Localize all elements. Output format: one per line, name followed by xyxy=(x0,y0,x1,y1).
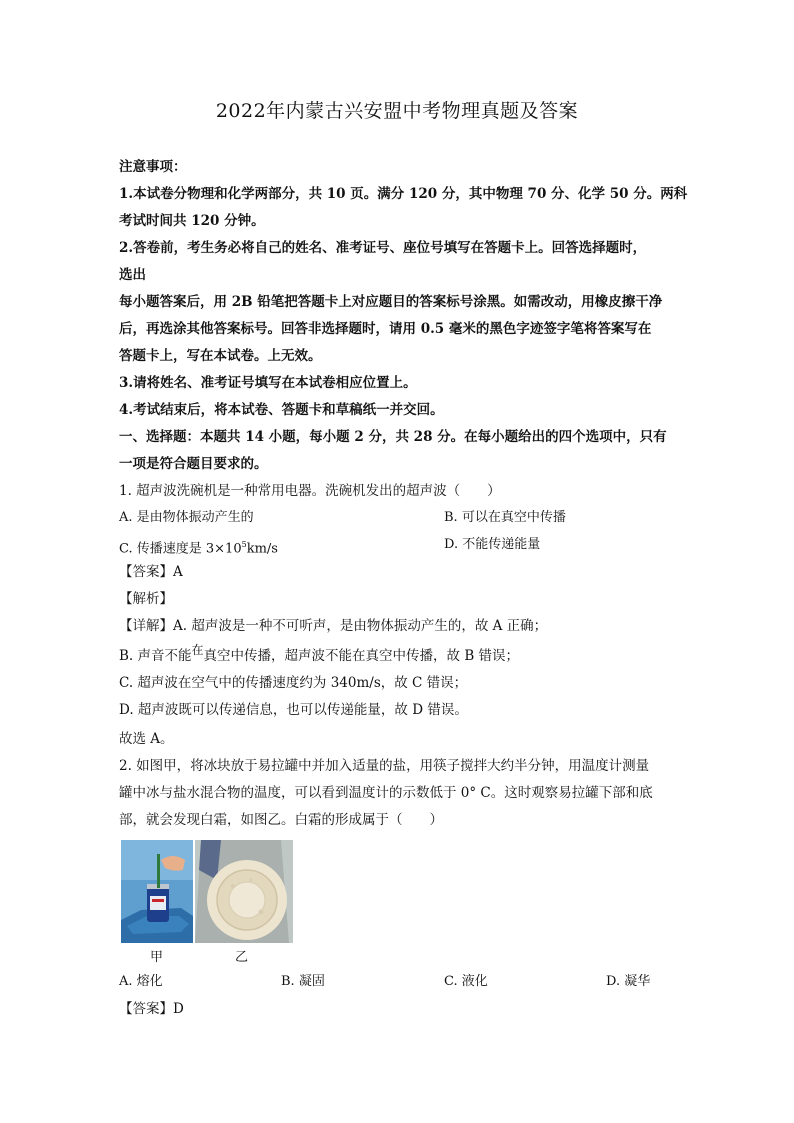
q2-answer: 【答案】D xyxy=(119,1001,184,1017)
q2-option-c: C. 液化 xyxy=(444,974,488,989)
q1-answer: 【答案】A xyxy=(119,564,183,580)
q1-option-c-exponent: 5 xyxy=(241,540,247,549)
q2-option-d: D. 凝华 xyxy=(606,974,651,989)
q1-detail-c: C. 超声波在空气中的传播速度约为 340m/s，故 C 错误； xyxy=(119,675,468,691)
notice-heading: 注意事项： xyxy=(119,159,187,175)
notice-line-3: 2.答卷前，考生务必将自己的姓名、准考证号、座位号填写在答题卡上。回答选择题时， xyxy=(119,240,647,256)
q1-analysis-label: 【解析】 xyxy=(119,591,173,607)
notice-line-9: 4.考试结束后，将本试卷、答题卡和草稿纸一并交回。 xyxy=(119,402,444,418)
q1-option-d: D. 不能传递能量 xyxy=(444,537,541,552)
q1-detail-b-pre: B. 声音不能 xyxy=(119,648,192,664)
q1-option-a: A. 是由物体振动产生的 xyxy=(119,510,254,525)
notice-line-6: 后，再选涂其他答案标号。回答非选择题时，请用 0.5 毫米的黑色字迹签字笔将答案写在 xyxy=(119,321,652,337)
q2-figure xyxy=(121,840,293,943)
q1-option-c-unit: km/s xyxy=(246,541,278,557)
q1-detail-b xyxy=(119,643,520,666)
photo-jia xyxy=(121,840,193,943)
q1-detail-d: D. 超声波既可以传递信息，也可以传递能量，故 D 错误。 xyxy=(119,702,468,718)
q1-choose: 故选 A。 xyxy=(119,731,174,747)
q2-figure-caption-yi: 乙 xyxy=(235,950,249,965)
notice-line-4: 选出 xyxy=(119,267,146,283)
notice-line-7: 答题卡上，写在本试卷。上无效。 xyxy=(119,348,322,364)
notice-line-5: 每小题答案后，用 2B 铅笔把答题卡上对应题目的答案标号涂黑。如需改动，用橡皮擦干净 xyxy=(119,294,663,310)
q1-stem: 1. 超声波洗碗机是一种常用电器。洗碗机发出的超声波（ ） xyxy=(119,483,501,499)
q1-detail-b-post: 真空中传播，超声波不能在真空中传播，故 B 错误； xyxy=(203,648,520,664)
notice-line-1: 1.本试卷分物理和化学两部分，共 10 页。满分 120 分，其中物理 70 分、化学 50 分。两科 xyxy=(119,186,688,202)
section-heading-cont: 一项是符合题目要求的。 xyxy=(119,456,268,472)
q1-detail-b-raised: 在 xyxy=(191,643,204,657)
photo-yi xyxy=(195,840,293,943)
q2-option-a: A. 熔化 xyxy=(119,974,163,989)
q1-detail-a: 【详解】A. 超声波是一种不可听声，是由物体振动产生的，故 A 正确； xyxy=(119,618,548,634)
q2-stem-2: 罐中冰与盐水混合物的温度，可以看到温度计的示数低于 0° C。这时观察易拉罐下部和底 xyxy=(119,785,653,801)
notice-line-2: 考试时间共 120 分钟。 xyxy=(119,213,265,229)
section-heading: 一、选择题：本题共 14 小题，每小题 2 分，共 28 分。在每小题给出的四个选项中，只有 xyxy=(119,429,667,445)
q2-stem-1: 2. 如图甲，将冰块放于易拉罐中并加入适量的盐，用筷子搅拌大约半分钟，用温度计测量 xyxy=(119,758,650,774)
notice-line-8: 3.请将姓名、准考证号填写在本试卷相应位置上。 xyxy=(119,375,417,391)
q2-stem-3: 部，就会发现白霜，如图乙。白霜的形成属于（ ） xyxy=(119,812,443,828)
q2-option-b: B. 凝固 xyxy=(281,974,325,989)
q1-option-c xyxy=(119,535,278,559)
page-title: 2022年内蒙古兴安盟中考物理真题及答案 xyxy=(215,100,579,122)
q1-option-b: B. 可以在真空中传播 xyxy=(444,510,566,525)
q2-figure-caption-jia: 甲 xyxy=(150,950,164,965)
q1-option-c-text: C. 传播速度是 3×10 xyxy=(119,541,242,557)
